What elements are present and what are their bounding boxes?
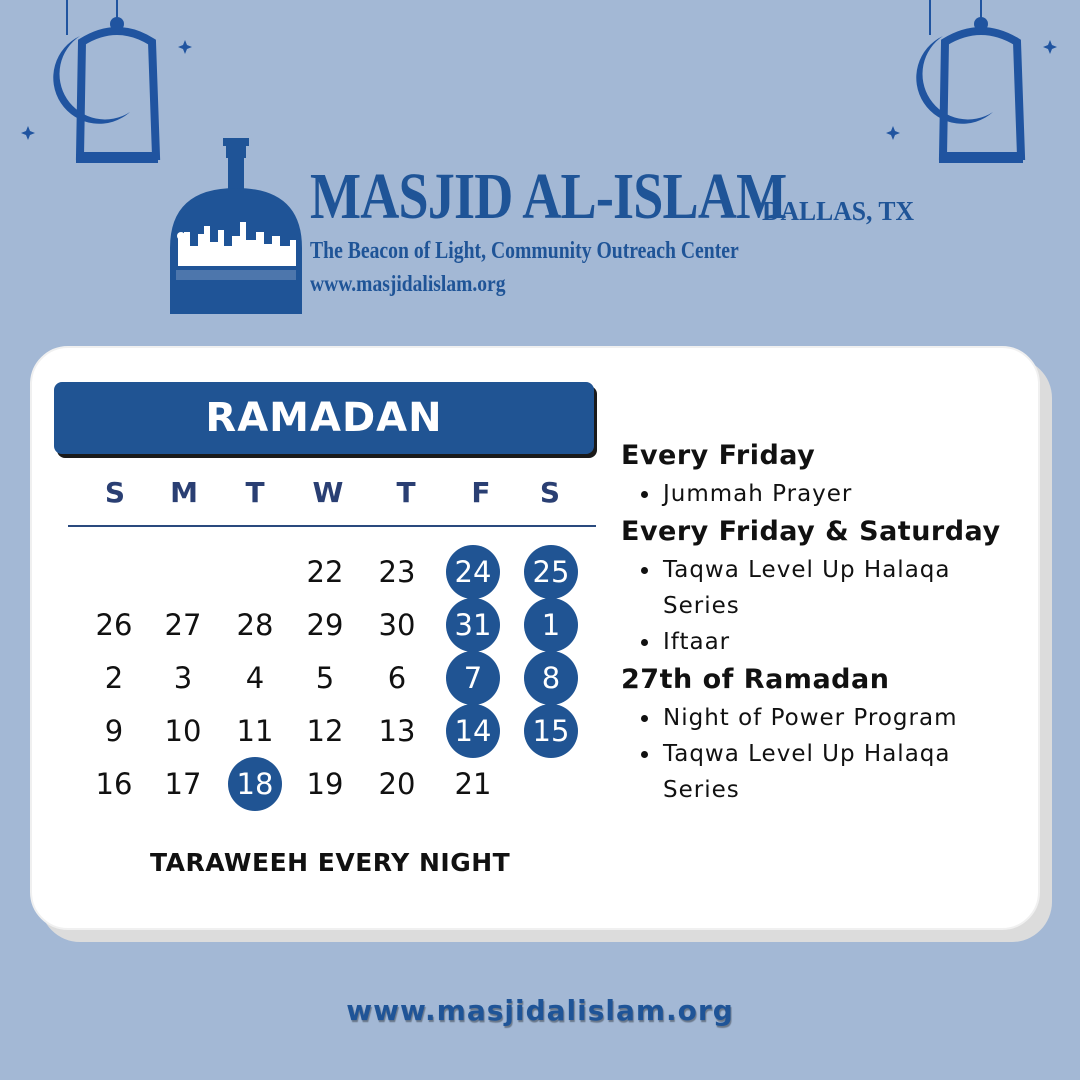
- calendar-day-highlighted: 1: [524, 598, 578, 652]
- calendar-day: 5: [315, 661, 335, 695]
- event-group: [621, 660, 1021, 808]
- calendar-day: 20: [378, 767, 416, 801]
- event-item: Jummah Prayer: [639, 476, 993, 512]
- masjid-location: DALLAS, TX: [762, 196, 915, 226]
- crescent-lantern-icon: [885, 0, 1075, 170]
- event-heading: Every Friday & Saturday: [621, 516, 1001, 547]
- calendar-divider: [68, 525, 596, 527]
- calendar-day: 2: [104, 661, 124, 695]
- weekday-label: S: [539, 476, 561, 509]
- calendar-day-highlighted: 24: [446, 545, 500, 599]
- calendar-day-highlighted: 18: [228, 757, 282, 811]
- weekday-header: [80, 476, 585, 516]
- calendar-day: 22: [306, 555, 344, 589]
- footer-website-link[interactable]: www.masjidalislam.org: [346, 994, 734, 1027]
- weekday-label: T: [396, 476, 416, 509]
- calendar-day: 23: [378, 555, 416, 589]
- calendar-day: 13: [378, 714, 416, 748]
- masjid-tagline: The Beacon of Light, Community Outreach Center: [310, 238, 739, 264]
- event-heading: Every Friday: [621, 440, 816, 471]
- calendar-day: 26: [95, 608, 133, 642]
- calendar-title: RAMADAN: [54, 382, 594, 454]
- calendar-day-highlighted: 25: [524, 545, 578, 599]
- event-item: Iftaar: [639, 624, 993, 660]
- logo-website[interactable]: www.masjidalislam.org: [310, 271, 506, 296]
- calendar-day-highlighted: 8: [524, 651, 578, 705]
- event-group: [621, 512, 1021, 660]
- weekday-label: S: [104, 476, 126, 509]
- weekday-label: M: [170, 476, 198, 509]
- weekday-label: F: [471, 476, 491, 509]
- calendar-day: 4: [245, 661, 265, 695]
- calendar-day: 29: [306, 608, 344, 642]
- calendar-day-highlighted: 31: [446, 598, 500, 652]
- calendar-day: 9: [104, 714, 124, 748]
- mosque-dome-skyline-icon: [168, 138, 304, 314]
- calendar-day: 10: [164, 714, 202, 748]
- event-item: Taqwa Level Up Halaqa Series: [639, 736, 993, 808]
- event-item: Taqwa Level Up Halaqa Series: [639, 552, 993, 624]
- events-list: [621, 436, 1021, 808]
- calendar-day-highlighted: 15: [524, 704, 578, 758]
- calendar-day: 21: [454, 767, 492, 801]
- weekday-label: T: [245, 476, 265, 509]
- calendar-day-highlighted: 14: [446, 704, 500, 758]
- calendar-day: 30: [378, 608, 416, 642]
- calendar-day: 3: [173, 661, 193, 695]
- calendar-day: 27: [164, 608, 202, 642]
- event-heading: 27th of Ramadan: [621, 664, 890, 695]
- calendar-day: 19: [306, 767, 344, 801]
- calendar-day: 28: [236, 608, 274, 642]
- calendar-day: 17: [164, 767, 202, 801]
- masjid-name: MASJID AL-ISLAM: [310, 160, 787, 233]
- calendar-day: 6: [387, 661, 407, 695]
- calendar-day: 16: [95, 767, 133, 801]
- calendar-day: 12: [306, 714, 344, 748]
- event-item: Night of Power Program: [639, 700, 993, 736]
- weekday-label: W: [312, 476, 344, 509]
- calendar-day: 11: [236, 714, 274, 748]
- calendar-day-highlighted: 7: [446, 651, 500, 705]
- taraweeh-note: TARAWEEH EVERY NIGHT: [150, 848, 511, 877]
- event-group: [621, 436, 1021, 512]
